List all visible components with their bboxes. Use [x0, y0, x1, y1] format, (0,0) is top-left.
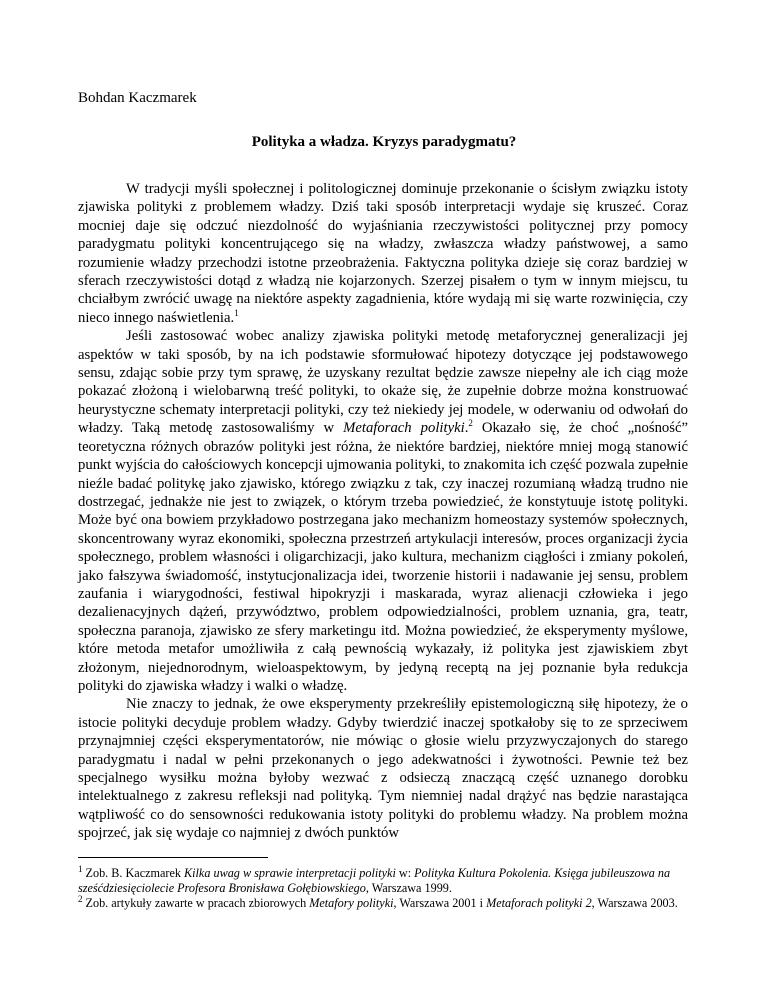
book-title-italic: Metaforach polityki: [343, 420, 465, 437]
footnote-text: , Warszawa 2001 i: [393, 896, 487, 911]
footnotes: [78, 863, 688, 912]
footnote-1: [78, 863, 688, 896]
footnote-italic: Metaforach polityki 2: [486, 896, 592, 911]
footnote-ref-2: 2: [468, 418, 473, 429]
paragraph-text: Okazało się, że choć „nośność” teoretyczna różnych obrazów polityki jest różna, że niektóre bardziej, niektóre mniej mogą stanowić punkt wyjścia do całościowych koncepcji ujmowania polityki, to znakomita ich część pozwala zupełnie nieźle badać politykę jako zjawisko, którego związku z tak, czy inaczej rozumianą władzą trudno nie dostrzegać, jednakże nie jest to związek, o którym trzeba powiedzieć, że konstytuuje istotę polityki. Może być ona bowiem przykładowo postrzegana jako mechanizm homeostazy systemów społecznych, skoncentrowany wyraz ekonomiki, społeczna przestrzeń artykulacji interesów, proces organizacji życia społecznego, problem własności i oligarchizacji, jako kultura, mechanizm ciągłości i zmiany pokoleń, jako fałszywa świadomość, instytucjonalizacja idei, tworzenie historii i nadawanie jej sensu, problem zaufania i wiarygodności, festiwal hipokryzji i maskarada, wyraz alienacji człowieka i jego dezalienacyjnych dążeń, przywództwo, problem odpowiedzialności, problem uznania, gra, teatr, społeczna paranoja, zjawisko ze sfery marketingu itd. Można powiedzieć, że eksperymenty myślowe, które metoda metafor umożliwiła z całą pewnością wykazały, iż polityka jest zjawiskiem zbyt złożonym, niejednorodnym, wieloaspektowym, by jedyną receptą na jej poznanie była redukcja polityki do zjawiska władzy i walki o władzę.: [78, 420, 689, 694]
footnote-ref-1: 1: [234, 307, 239, 318]
paragraph-text: W tradycji myśli społecznej i politologicznej dominuje przekonanie o ścisłym związku istoty zjawiska polityki z problemem władzy. Dziś taki sposób interpretacji wydaje się kruszeć. Coraz mocniej daje się odczuć niezdolność do wyjaśniania rzeczywistości politycznej przy pomocy paradygmatu polityki koncentrującego się na władzy, zwłaszcza władzy państwowej, a samo rozumienie władzy przechodzi istotne przeobrażenia. Faktyczna polityka dzieje się coraz bardziej w sferach rzeczywistości dotąd z władzą nie kojarzonych. Szerzej pisałem o tym w innym miejscu, tu chciałbym zwrócić uwagę na niektóre aspekty zagadnienia, które wydają mi się warte rozwinięcia, czy nieco innego naświetlenia.: [78, 181, 688, 326]
footnote-2: [78, 896, 688, 911]
paragraph-2: [78, 327, 688, 695]
paragraph-3: [78, 695, 688, 842]
article-body: [78, 180, 688, 843]
article-title: Polityka a władza. Kryzys paradygmatu?: [251, 134, 517, 150]
footnote-text: Zob. B. Kaczmarek: [85, 866, 185, 880]
footnote-text: , Warszawa 1999.: [365, 881, 452, 896]
footnote-text: Zob. artykuły zawarte w pracach zbiorowych: [85, 896, 310, 911]
footnote-text: w:: [395, 866, 415, 880]
footnote-italic: Polityka Kultura Pokolenia. Księga jubileuszowa na sześćdziesięciolecie Profesora Bronisława Gołębiowskiego: [78, 866, 671, 896]
paragraph-text: Jeśli zastosować wobec analizy zjawiska polityki metodę metaforycznej generalizacji jej aspektów w taki sposób, by na ich podstawie sformułować hipotezy dotyczące jej podstawowego sensu, zdając sobie przy tym sprawę, że uzyskany rezultat będzie zawsze niepełny ale ich ciąg może pokazać złożoną i wielobarwną treść polityki, to okaże się, że zupełnie dobrze można konstruować heurystyczne schematy interpretacji polityki, czy też niekiedy jej modele, w oderwaniu od odwołań do władzy. Taką metodę zastosowaliśmy w: [78, 328, 688, 437]
footnote-italic: Kilka uwag w sprawie interpretacji polityki: [184, 866, 396, 880]
paragraph-text: .: [464, 420, 469, 437]
paragraph-text: Nie znaczy to jednak, że owe eksperymenty przekreśliły epistemologiczną siłę hipotezy, że o istocie polityki decyduje problem władzy. Gdyby twierdzić inaczej spotkałoby się to ze sprzeciwem przynajmniej części eksperymentatorów, nie mówiąc o głosie wielu przyzwyczajonych do starego paradygmatu i nadal w pełni przekonanych o jego adekwatności i żywotności. Pewnie też bez specjalnego wysiłku można byłoby wezwać z odsieczą znaczącą część uznanego dorobku intelektualnego z zakresu refleksji nad polityką. Tym niemniej nadal drążyć nas będzie narastająca wątpliwość co do sensowności redukowania istoty polityki do problemu władzy. Na problem można spojrzeć, jak się wydaje co najmniej z dwóch punktów: [78, 696, 688, 842]
footnote-text: , Warszawa 2003.: [591, 896, 678, 911]
author-name: Bohdan Kaczmarek: [78, 90, 197, 106]
footnote-mark: 2: [78, 894, 83, 905]
paragraph-1: [78, 180, 688, 327]
footnote-separator: [78, 857, 268, 858]
footnote-mark: 1: [78, 863, 83, 874]
footnote-italic: Metafory polityki: [309, 896, 394, 911]
